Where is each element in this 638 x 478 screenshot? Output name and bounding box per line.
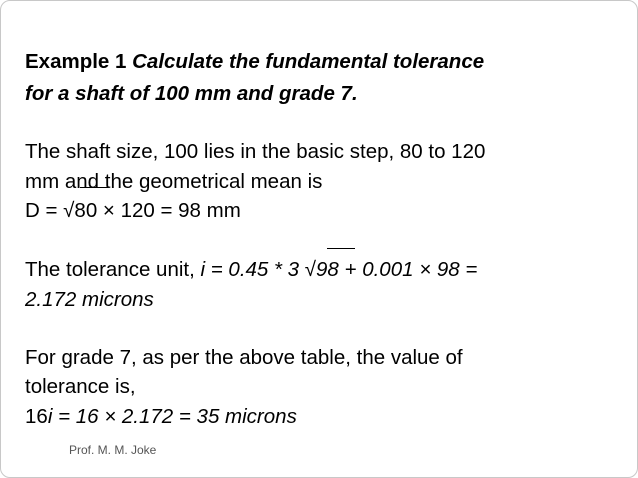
example-label: Example 1 xyxy=(25,50,127,73)
example-heading-line-1 xyxy=(25,48,484,76)
tolerance-unit-result: 2.172 microns xyxy=(25,288,154,311)
tolerance-unit-formula: i = 0.45 * 3 √98 + 0.001 × 98 = xyxy=(200,258,478,281)
tolerance-prefix: 16 xyxy=(25,405,48,428)
shaft-size-text: The shaft size, 100 lies in the basic step, 80 to 120 xyxy=(25,140,486,163)
example-question-part-2: for a shaft of 100 mm and grade 7. xyxy=(25,82,358,105)
square-root-vinculum xyxy=(80,187,108,188)
cube-root-vinculum xyxy=(327,248,355,249)
tolerance-unit-prefix: The tolerance unit, xyxy=(25,258,201,281)
geometric-mean-formula xyxy=(25,197,241,225)
geometric-mean-expression xyxy=(25,197,241,225)
tolerance-unit-line xyxy=(25,256,477,284)
example-question-part-1: Calculate the fundamental tolerance xyxy=(132,50,485,73)
tolerance-unit-expression xyxy=(25,256,477,284)
geometric-mean-text: mm and the geometrical mean is xyxy=(25,170,323,193)
tolerance-text: tolerance is, xyxy=(25,375,136,398)
geometric-mean-value: D = √80 × 120 = 98 mm xyxy=(25,199,241,222)
footer-author: Prof. M. M. Joke xyxy=(69,443,157,457)
tolerance-formula-value: i = 16 × 2.172 = 35 microns xyxy=(47,405,297,428)
tolerance-formula xyxy=(25,403,297,431)
grade-text: For grade 7, as per the above table, the value of xyxy=(25,346,463,369)
